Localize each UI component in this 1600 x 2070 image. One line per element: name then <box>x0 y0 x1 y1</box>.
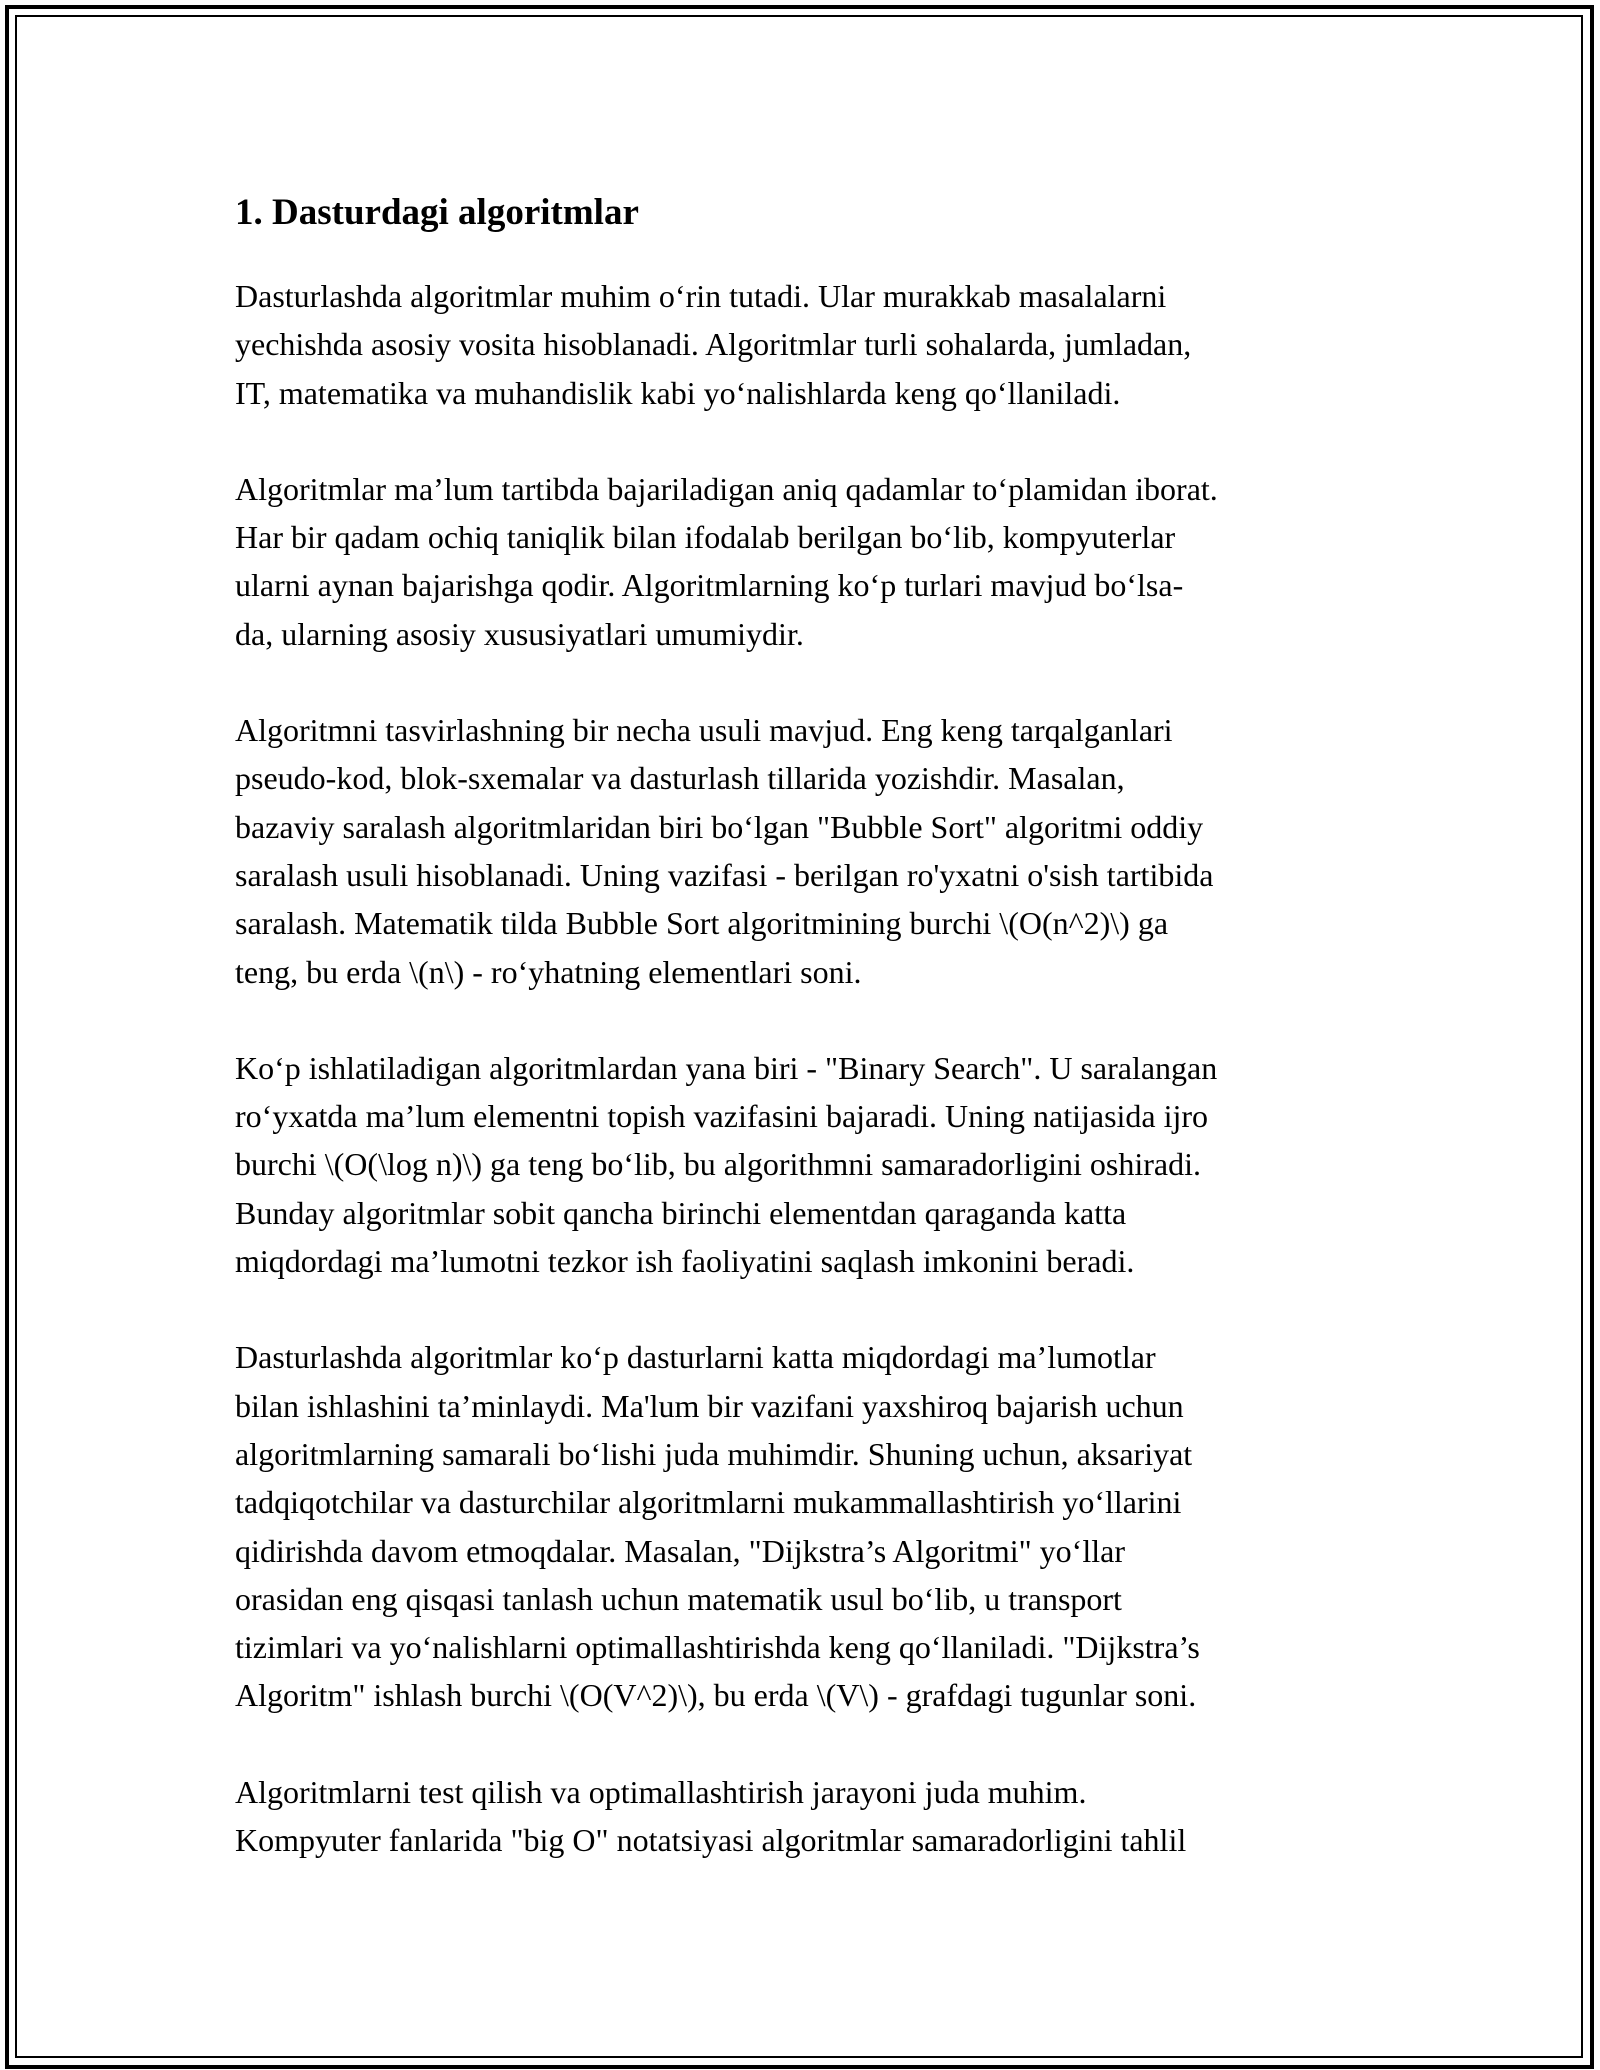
paragraph-4 <box>235 1044 1375 1285</box>
text-line: ro‘yxatda ma’lum elementni topish vazifasini bajaradi. Uning natijasida ijro <box>235 1098 1209 1135</box>
text-line: orasidan eng qisqasi tanlash uchun matematik usul bo‘lib, u transport <box>235 1580 1122 1617</box>
text-line: tizimlari va yo‘nalishlarni optimallashtirishda keng qo‘llaniladi. "Dijkstra’s <box>235 1629 1200 1666</box>
text-line: Algoritmlar ma’lum tartibda bajariladigan aniq qadamlar to‘plamidan iborat. <box>235 470 1218 507</box>
paragraph-6 <box>235 1768 1375 1865</box>
text-line: saralash. Matematik tilda Bubble Sort algoritmining burchi \(O(n^2)\) ga <box>235 905 1169 942</box>
text-line: bilan ishlashini ta’minlaydi. Ma'lum bir vazifani yaxshiroq bajarish uchun <box>235 1387 1184 1424</box>
paragraph-3 <box>235 706 1375 996</box>
text-line: Ko‘p ishlatiladigan algoritmlardan yana biri - "Binary Search". U saralangan <box>235 1049 1218 1086</box>
text-line: algoritmlarning samarali bo‘lishi juda muhimdir. Shuning uchun, aksariyat <box>235 1435 1193 1472</box>
text-line: pseudo-kod, blok-sxemalar va dasturlash tillarida yozishdir. Masalan, <box>235 760 1125 797</box>
text-line: Algoritmni tasvirlashning bir necha usuli mavjud. Eng keng tarqalganlari <box>235 712 1173 749</box>
text-line: Dasturlashda algoritmlar ko‘p dasturlarni katta miqdordagi ma’lumotlar <box>235 1339 1156 1376</box>
text-line: tadqiqotchilar va dasturchilar algoritmlarni mukammallashtirish yo‘llarini <box>235 1484 1182 1521</box>
text-line: Algoritm" ishlash burchi \(O(V^2)\), bu erda \(V\) - grafdagi tugunlar soni. <box>235 1677 1197 1714</box>
text-line: Har bir qadam ochiq taniqlik bilan ifodalab berilgan bo‘lib, kompyuterlar <box>235 519 1176 556</box>
text-line: qidirishda davom etmoqdalar. Masalan, "Dijkstra’s Algoritmi" yo‘llar <box>235 1532 1125 1569</box>
section-heading: 1. Dasturdagi algoritmlar <box>235 192 639 233</box>
text-line: Kompyuter fanlarida "big O" notatsiyasi algoritmlar samaradorligini tahlil <box>235 1822 1187 1859</box>
paragraph-1 <box>235 272 1375 417</box>
text-line: teng, bu erda \(n\) - ro‘yhatning elementlari soni. <box>235 953 862 990</box>
text-line: yechishda asosiy vosita hisoblanadi. Algoritmlar turli sohalarda, jumladan, <box>235 326 1192 363</box>
text-line: Dasturlashda algoritmlar muhim o‘rin tutadi. Ular murakkab masalalarni <box>235 278 1167 314</box>
paragraph-2 <box>235 465 1375 658</box>
text-line: bazaviy saralash algoritmlaridan biri bo‘lgan "Bubble Sort" algoritmi oddiy <box>235 808 1204 845</box>
text-line: da, ularning asosiy xususiyatlari umumiydir. <box>235 615 804 652</box>
paragraph-5 <box>235 1333 1375 1719</box>
text-line: IT, matematika va muhandislik kabi yo‘nalishlarda keng qo‘llaniladi. <box>235 374 1121 411</box>
text-line: Bunday algoritmlar sobit qancha birinchi elementdan qaraganda katta <box>235 1194 1127 1231</box>
text-line: burchi \(O(\log n)\) ga teng bo‘lib, bu algorithmni samaradorligini oshiradi. <box>235 1146 1202 1183</box>
text-line: saralash usuli hisoblanadi. Uning vazifasi - berilgan ro'yxatni o'sish tartibida <box>235 856 1214 893</box>
document-body <box>235 184 1375 1912</box>
text-line: ularni aynan bajarishga qodir. Algoritmlarning ko‘p turlari mavjud bo‘lsa- <box>235 567 1184 604</box>
text-line: Algoritmlarni test qilish va optimallashtirish jarayoni juda muhim. <box>235 1773 1087 1810</box>
text-line: miqdordagi ma’lumotni tezkor ish faoliyatini saqlash imkonini beradi. <box>235 1243 1135 1280</box>
